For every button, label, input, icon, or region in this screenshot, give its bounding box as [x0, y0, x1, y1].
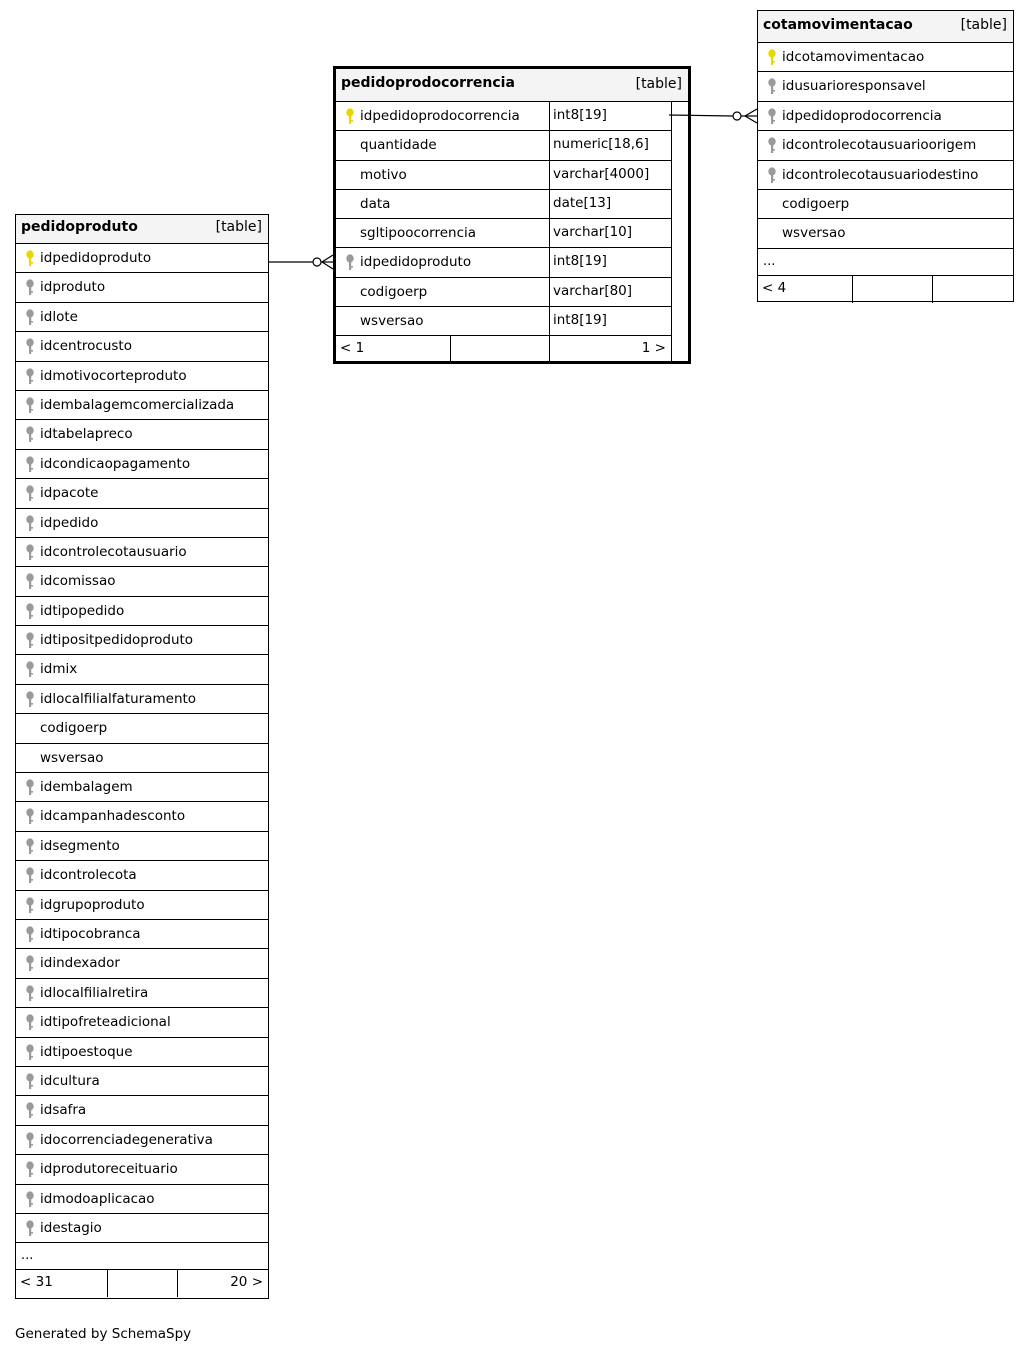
column-name: idcultura — [40, 1072, 100, 1089]
column-name: data — [360, 195, 391, 212]
column-type: int8[19] — [553, 107, 607, 123]
column-name: idcontrolecotausuario — [40, 543, 187, 560]
column-name: idcontrolecotausuarioorigem — [782, 137, 977, 154]
column-name: idembalagemcomercializada — [40, 396, 235, 413]
parents-count: < 4 — [762, 279, 787, 296]
column-name: idsafra — [40, 1102, 87, 1119]
column-name: idtipocobranca — [40, 925, 141, 942]
column-name: codigoerp — [360, 283, 428, 300]
column-name: idestagio — [40, 1219, 102, 1236]
column-type: int8[19] — [553, 312, 607, 329]
column-name: idembalagem — [40, 779, 133, 796]
column-name: idlocalfilialretira — [40, 984, 149, 1001]
column-name: idcotamovimentacao — [782, 49, 925, 65]
column-name: wsversao — [40, 749, 104, 766]
column-name: quantidade — [360, 137, 437, 154]
column-name: idtipopedido — [40, 602, 125, 619]
column-name: idgrupoproduto — [40, 896, 145, 913]
column-name: idmix — [40, 661, 78, 678]
column-name: idpedidoproduto — [360, 254, 472, 271]
column-type: date[13] — [553, 194, 612, 211]
column-name: idpedidoprodocorrencia — [360, 108, 520, 124]
relation-pedidoproduto-to-pedidoprodocorrencia[interactable] — [269, 255, 333, 269]
table-tag: [table] — [635, 76, 682, 92]
column-name: motivo — [360, 166, 407, 183]
column-name: idprodutoreceituario — [40, 1161, 178, 1178]
column-name: idcontrolecota — [40, 867, 137, 884]
column-name: idtipositpedidoproduto — [40, 632, 194, 649]
table-name: cotamovimentacao — [763, 17, 913, 33]
column-name: idcontrolecotausuariodestino — [782, 166, 979, 183]
column-name: idproduto — [40, 279, 106, 296]
column-name: idcentrocusto — [40, 338, 132, 355]
generated-by-label: Generated by SchemaSpy — [15, 1326, 192, 1342]
column-name: idcondicaopagamento — [40, 455, 191, 472]
parents-count: < 1 — [340, 340, 365, 357]
table-name: pedidoproduto — [21, 219, 138, 235]
more-columns-ellipsis: ... — [758, 249, 1013, 276]
parents-count: < 31 — [20, 1274, 53, 1291]
column-type: int8[19] — [553, 253, 607, 270]
column-type: varchar[10] — [553, 224, 633, 241]
column-name: idmodoaplicacao — [40, 1190, 155, 1207]
column-name: idpacote — [40, 485, 99, 502]
column-name: idlocalfilialfaturamento — [40, 690, 197, 707]
column-name: codigoerp — [40, 720, 108, 737]
column-name: idtabelapreco — [40, 426, 133, 443]
children-count: 1 > — [641, 340, 666, 357]
children-count: 20 > — [230, 1274, 263, 1291]
column-name: idtipoestoque — [40, 1043, 133, 1060]
column-name: sgltipoocorrencia — [360, 225, 477, 242]
column-name: idmotivocorteproduto — [40, 367, 187, 384]
column-name: wsversao — [782, 225, 846, 242]
column-type: varchar[80] — [553, 282, 633, 299]
table-name: pedidoprodocorrencia — [341, 75, 515, 91]
relation-pedidoprodocorrencia-to-cotamovimentacao[interactable] — [669, 109, 757, 123]
column-name: wsversao — [360, 313, 424, 330]
column-name: idsegmento — [40, 837, 120, 854]
table-tag: [table] — [960, 17, 1007, 33]
column-type: numeric[18,6] — [553, 136, 649, 153]
column-name: codigoerp — [782, 195, 850, 212]
column-name: idocorrenciadegenerativa — [40, 1131, 213, 1148]
column-name: idusuarioresponsavel — [782, 78, 926, 95]
column-name: idpedidoproduto — [40, 250, 152, 266]
table-tag: [table] — [215, 219, 262, 235]
column-name: idcomissao — [40, 573, 116, 590]
column-name: idtipofreteadicional — [40, 1014, 171, 1031]
column-name: idcampanhadesconto — [40, 808, 186, 825]
column-type: varchar[4000] — [553, 165, 650, 182]
more-columns-ellipsis: ... — [16, 1243, 268, 1270]
column-name: idindexador — [40, 955, 120, 972]
column-name: idpedidoprodocorrencia — [782, 107, 942, 124]
column-name: idpedido — [40, 514, 99, 531]
column-name: idlote — [40, 308, 78, 325]
